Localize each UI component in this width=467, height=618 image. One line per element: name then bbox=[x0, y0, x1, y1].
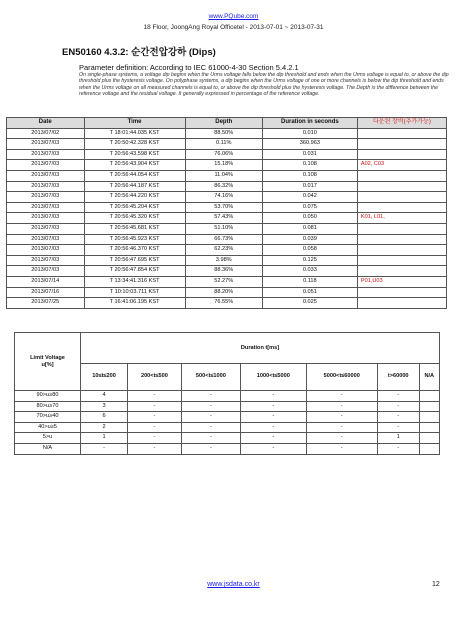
count-cell: - bbox=[81, 443, 128, 454]
count-cell: - bbox=[377, 412, 419, 423]
count-cell: 6 bbox=[81, 412, 128, 423]
time-cell: T 13:34:41.316 KST bbox=[84, 276, 185, 287]
count-cell: - bbox=[128, 412, 182, 423]
header-link[interactable]: www.PQube.com bbox=[208, 13, 259, 20]
table-row bbox=[7, 128, 447, 139]
time-cell: T 20:56:45.320 KST bbox=[84, 213, 185, 224]
duration-column-header: 1000<t≤5000 bbox=[241, 364, 306, 391]
count-cell bbox=[419, 443, 439, 454]
table-row bbox=[7, 192, 447, 203]
column-header-date: Date bbox=[7, 118, 85, 129]
depth-cell: 66.73% bbox=[185, 234, 262, 245]
count-cell: - bbox=[377, 391, 419, 402]
table-row bbox=[15, 412, 440, 423]
count-cell: - bbox=[128, 401, 182, 412]
footer-link[interactable]: www.jsdata.co.kr bbox=[207, 581, 260, 588]
count-cell: - bbox=[128, 422, 182, 433]
equipment-cell bbox=[357, 223, 446, 234]
equipment-cell bbox=[357, 234, 446, 245]
count-cell: - bbox=[128, 391, 182, 402]
equipment-cell: K01, L01, bbox=[357, 213, 446, 224]
date-cell: 2013/07/02 bbox=[7, 128, 85, 139]
duration-cell: 360.963 bbox=[262, 139, 357, 150]
date-cell: 2013/07/03 bbox=[7, 202, 85, 213]
equipment-cell bbox=[357, 298, 446, 309]
count-cell bbox=[419, 391, 439, 402]
table-row bbox=[7, 223, 447, 234]
parameter-definition: Parameter definition: According to IEC 61000-4-30 Section 5.4.2.1 bbox=[79, 63, 299, 72]
count-cell: - bbox=[181, 401, 240, 412]
duration-cell: 0.051 bbox=[262, 287, 357, 298]
table-row bbox=[15, 433, 440, 444]
table-row bbox=[7, 276, 447, 287]
table-row bbox=[7, 245, 447, 256]
table-row bbox=[15, 391, 440, 402]
equipment-cell bbox=[357, 149, 446, 160]
duration-cell: 0.050 bbox=[262, 213, 357, 224]
date-cell: 2013/07/03 bbox=[7, 213, 85, 224]
table-row bbox=[15, 443, 440, 454]
depth-cell: 0.11% bbox=[185, 139, 262, 150]
count-cell: 3 bbox=[81, 401, 128, 412]
depth-cell: 62.23% bbox=[185, 245, 262, 256]
dip-events-table bbox=[6, 117, 447, 309]
count-cell: - bbox=[181, 422, 240, 433]
depth-cell: 76.06% bbox=[185, 149, 262, 160]
duration-cell: 0.125 bbox=[262, 255, 357, 266]
column-header-duration: Duration in seconds bbox=[262, 118, 357, 129]
duration-cell: 0.058 bbox=[262, 245, 357, 256]
table-row bbox=[7, 160, 447, 171]
voltage-range-label: 70>u≥40 bbox=[15, 412, 81, 423]
equipment-cell bbox=[357, 245, 446, 256]
duration-cell: 0.042 bbox=[262, 192, 357, 203]
equipment-cell bbox=[357, 202, 446, 213]
date-cell: 2013/07/03 bbox=[7, 160, 85, 171]
date-cell: 2013/07/14 bbox=[7, 276, 85, 287]
table-header-row bbox=[7, 118, 447, 129]
depth-cell: 15.18% bbox=[185, 160, 262, 171]
table-row bbox=[7, 139, 447, 150]
duration-header: Duration t[ms] bbox=[81, 333, 440, 364]
count-cell: - bbox=[306, 412, 377, 423]
equipment-cell bbox=[357, 266, 446, 277]
depth-cell: 57.43% bbox=[185, 213, 262, 224]
time-cell: T 18:01:44.035 KST bbox=[84, 128, 185, 139]
duration-column-header: 5000<t≤60000 bbox=[306, 364, 377, 391]
depth-cell: 74.16% bbox=[185, 192, 262, 203]
depth-cell: 52.27% bbox=[185, 276, 262, 287]
duration-cell: 0.017 bbox=[262, 181, 357, 192]
duration-cell: 0.033 bbox=[262, 266, 357, 277]
count-cell: - bbox=[241, 401, 306, 412]
voltage-range-label: N/A bbox=[15, 443, 81, 454]
duration-column-header: 200<t≤500 bbox=[128, 364, 182, 391]
count-cell bbox=[419, 401, 439, 412]
equipment-cell bbox=[357, 192, 446, 203]
table-row bbox=[7, 287, 447, 298]
date-cell: 2013/07/03 bbox=[7, 255, 85, 266]
table-row bbox=[7, 149, 447, 160]
equipment-cell bbox=[357, 287, 446, 298]
dip-limit-table bbox=[14, 332, 440, 455]
table-row bbox=[7, 234, 447, 245]
header-subtitle: 18 Floor, JoongAng Royal Officetel - 2013-07-01 ~ 2013-07-31 bbox=[143, 24, 324, 31]
time-cell: T 20:50:42.328 KST bbox=[84, 139, 185, 150]
equipment-cell: A02, C03 bbox=[357, 160, 446, 171]
table-row bbox=[7, 170, 447, 181]
voltage-range-label: 40>u≥5 bbox=[15, 422, 81, 433]
voltage-range-label: 5>u bbox=[15, 433, 81, 444]
count-cell: - bbox=[241, 412, 306, 423]
duration-column-header: t>60000 bbox=[377, 364, 419, 391]
duration-cell: 0.039 bbox=[262, 234, 357, 245]
date-cell: 2013/07/03 bbox=[7, 192, 85, 203]
column-header-time: Time bbox=[84, 118, 185, 129]
time-cell: T 10:10:03.711 KST bbox=[84, 287, 185, 298]
equipment-cell bbox=[357, 255, 446, 266]
count-cell: 1 bbox=[377, 433, 419, 444]
count-cell: - bbox=[306, 433, 377, 444]
equipment-cell bbox=[357, 170, 446, 181]
time-cell: T 20:56:44.187 KST bbox=[84, 181, 185, 192]
count-cell: - bbox=[377, 422, 419, 433]
duration-cell: 0.108 bbox=[262, 160, 357, 171]
section-title: EN50160 4.3.2: 순간전압강하 (Dips) bbox=[62, 47, 216, 58]
equipment-cell: P01,U03 bbox=[357, 276, 446, 287]
depth-cell: 51.10% bbox=[185, 223, 262, 234]
duration-cell: 0.025 bbox=[262, 298, 357, 309]
duration-cell: 0.031 bbox=[262, 149, 357, 160]
count-cell: - bbox=[181, 443, 240, 454]
table-row bbox=[7, 202, 447, 213]
duration-cell: 0.075 bbox=[262, 202, 357, 213]
equipment-cell bbox=[357, 128, 446, 139]
limit-voltage-label: Limit Voltage u[%] bbox=[30, 354, 65, 368]
count-cell: - bbox=[128, 443, 182, 454]
time-cell: T 16:41:06.195 KST bbox=[84, 298, 185, 309]
time-cell: T 20:56:47.854 KST bbox=[84, 266, 185, 277]
count-cell: 2 bbox=[81, 422, 128, 433]
count-cell bbox=[419, 433, 439, 444]
table-row bbox=[7, 213, 447, 224]
depth-cell: 11.04% bbox=[185, 170, 262, 181]
count-cell: 4 bbox=[81, 391, 128, 402]
date-cell: 2013/07/03 bbox=[7, 149, 85, 160]
table-row bbox=[7, 266, 447, 277]
count-cell: - bbox=[241, 433, 306, 444]
count-cell: - bbox=[181, 433, 240, 444]
count-cell: - bbox=[306, 391, 377, 402]
date-cell: 2013/07/03 bbox=[7, 266, 85, 277]
time-cell: T 20:56:45.681 KST bbox=[84, 223, 185, 234]
table-row bbox=[15, 422, 440, 433]
time-cell: T 20:56:45.204 KST bbox=[84, 202, 185, 213]
table-row bbox=[7, 181, 447, 192]
equipment-cell bbox=[357, 139, 446, 150]
date-cell: 2013/07/03 bbox=[7, 245, 85, 256]
count-cell: - bbox=[241, 391, 306, 402]
depth-cell: 86.32% bbox=[185, 181, 262, 192]
duration-cell: 0.108 bbox=[262, 170, 357, 181]
time-cell: T 20:56:43.904 KST bbox=[84, 160, 185, 171]
count-cell: - bbox=[181, 412, 240, 423]
time-cell: T 20:56:44.220 KST bbox=[84, 192, 185, 203]
count-cell bbox=[419, 422, 439, 433]
count-cell: - bbox=[306, 443, 377, 454]
duration-column-header: 10≤t≤200 bbox=[81, 364, 128, 391]
count-cell: - bbox=[306, 401, 377, 412]
voltage-range-label: 90>u≥80 bbox=[15, 391, 81, 402]
depth-cell: 88.36% bbox=[185, 266, 262, 277]
table-row bbox=[15, 401, 440, 412]
date-cell: 2013/07/03 bbox=[7, 139, 85, 150]
depth-cell: 53.70% bbox=[185, 202, 262, 213]
count-cell bbox=[419, 412, 439, 423]
table-row bbox=[7, 255, 447, 266]
count-cell: - bbox=[128, 433, 182, 444]
count-cell: - bbox=[181, 391, 240, 402]
time-cell: T 20:56:46.370 KST bbox=[84, 245, 185, 256]
count-cell: 1 bbox=[81, 433, 128, 444]
count-cell: - bbox=[241, 422, 306, 433]
duration-cell: 0.010 bbox=[262, 128, 357, 139]
depth-cell: 88.20% bbox=[185, 287, 262, 298]
date-cell: 2013/07/16 bbox=[7, 287, 85, 298]
count-cell: - bbox=[377, 443, 419, 454]
duration-column-header: N/A bbox=[419, 364, 439, 391]
date-cell: 2013/07/03 bbox=[7, 223, 85, 234]
limit-voltage-header bbox=[15, 333, 81, 391]
count-cell: - bbox=[377, 401, 419, 412]
date-cell: 2013/07/25 bbox=[7, 298, 85, 309]
date-cell: 2013/07/03 bbox=[7, 170, 85, 181]
column-header-downed-equipment: 다운된 장비(추가가능) bbox=[357, 118, 446, 129]
depth-cell: 76.55% bbox=[185, 298, 262, 309]
depth-cell: 3.98% bbox=[185, 255, 262, 266]
depth-cell: 88.50% bbox=[185, 128, 262, 139]
date-cell: 2013/07/03 bbox=[7, 181, 85, 192]
duration-cell: 0.118 bbox=[262, 276, 357, 287]
column-header-depth: Depth bbox=[185, 118, 262, 129]
count-cell: - bbox=[306, 422, 377, 433]
time-cell: T 20:56:47.695 KST bbox=[84, 255, 185, 266]
voltage-range-label: 80>u≥70 bbox=[15, 401, 81, 412]
count-cell: - bbox=[241, 443, 306, 454]
page-number: 12 bbox=[432, 581, 440, 588]
time-cell: T 20:56:45.923 KST bbox=[84, 234, 185, 245]
equipment-cell bbox=[357, 181, 446, 192]
time-cell: T 20:56:44.054 KST bbox=[84, 170, 185, 181]
date-cell: 2013/07/03 bbox=[7, 234, 85, 245]
definition-text: On single-phase systems, a voltage dip begins when the Urms voltage falls below the dip threshold and ends when the Urms voltage is equal to, or above the dip threshold plus the hysteresis voltage. On polyphase systems, a dip begins when the Urms voltage of one or more channels is below the dip threshold and ends when the Urms voltage on all measured channels is equal to, or above the dip threshold plus the hysteresis voltage. The Depth is the difference between the reference voltage and the residual voltage. It generally expressed in percentage of the reference voltage. bbox=[79, 72, 449, 98]
time-cell: T 20:56:43.598 KST bbox=[84, 149, 185, 160]
table-row bbox=[7, 298, 447, 309]
duration-column-header: 500<t≤1000 bbox=[181, 364, 240, 391]
duration-cell: 0.081 bbox=[262, 223, 357, 234]
